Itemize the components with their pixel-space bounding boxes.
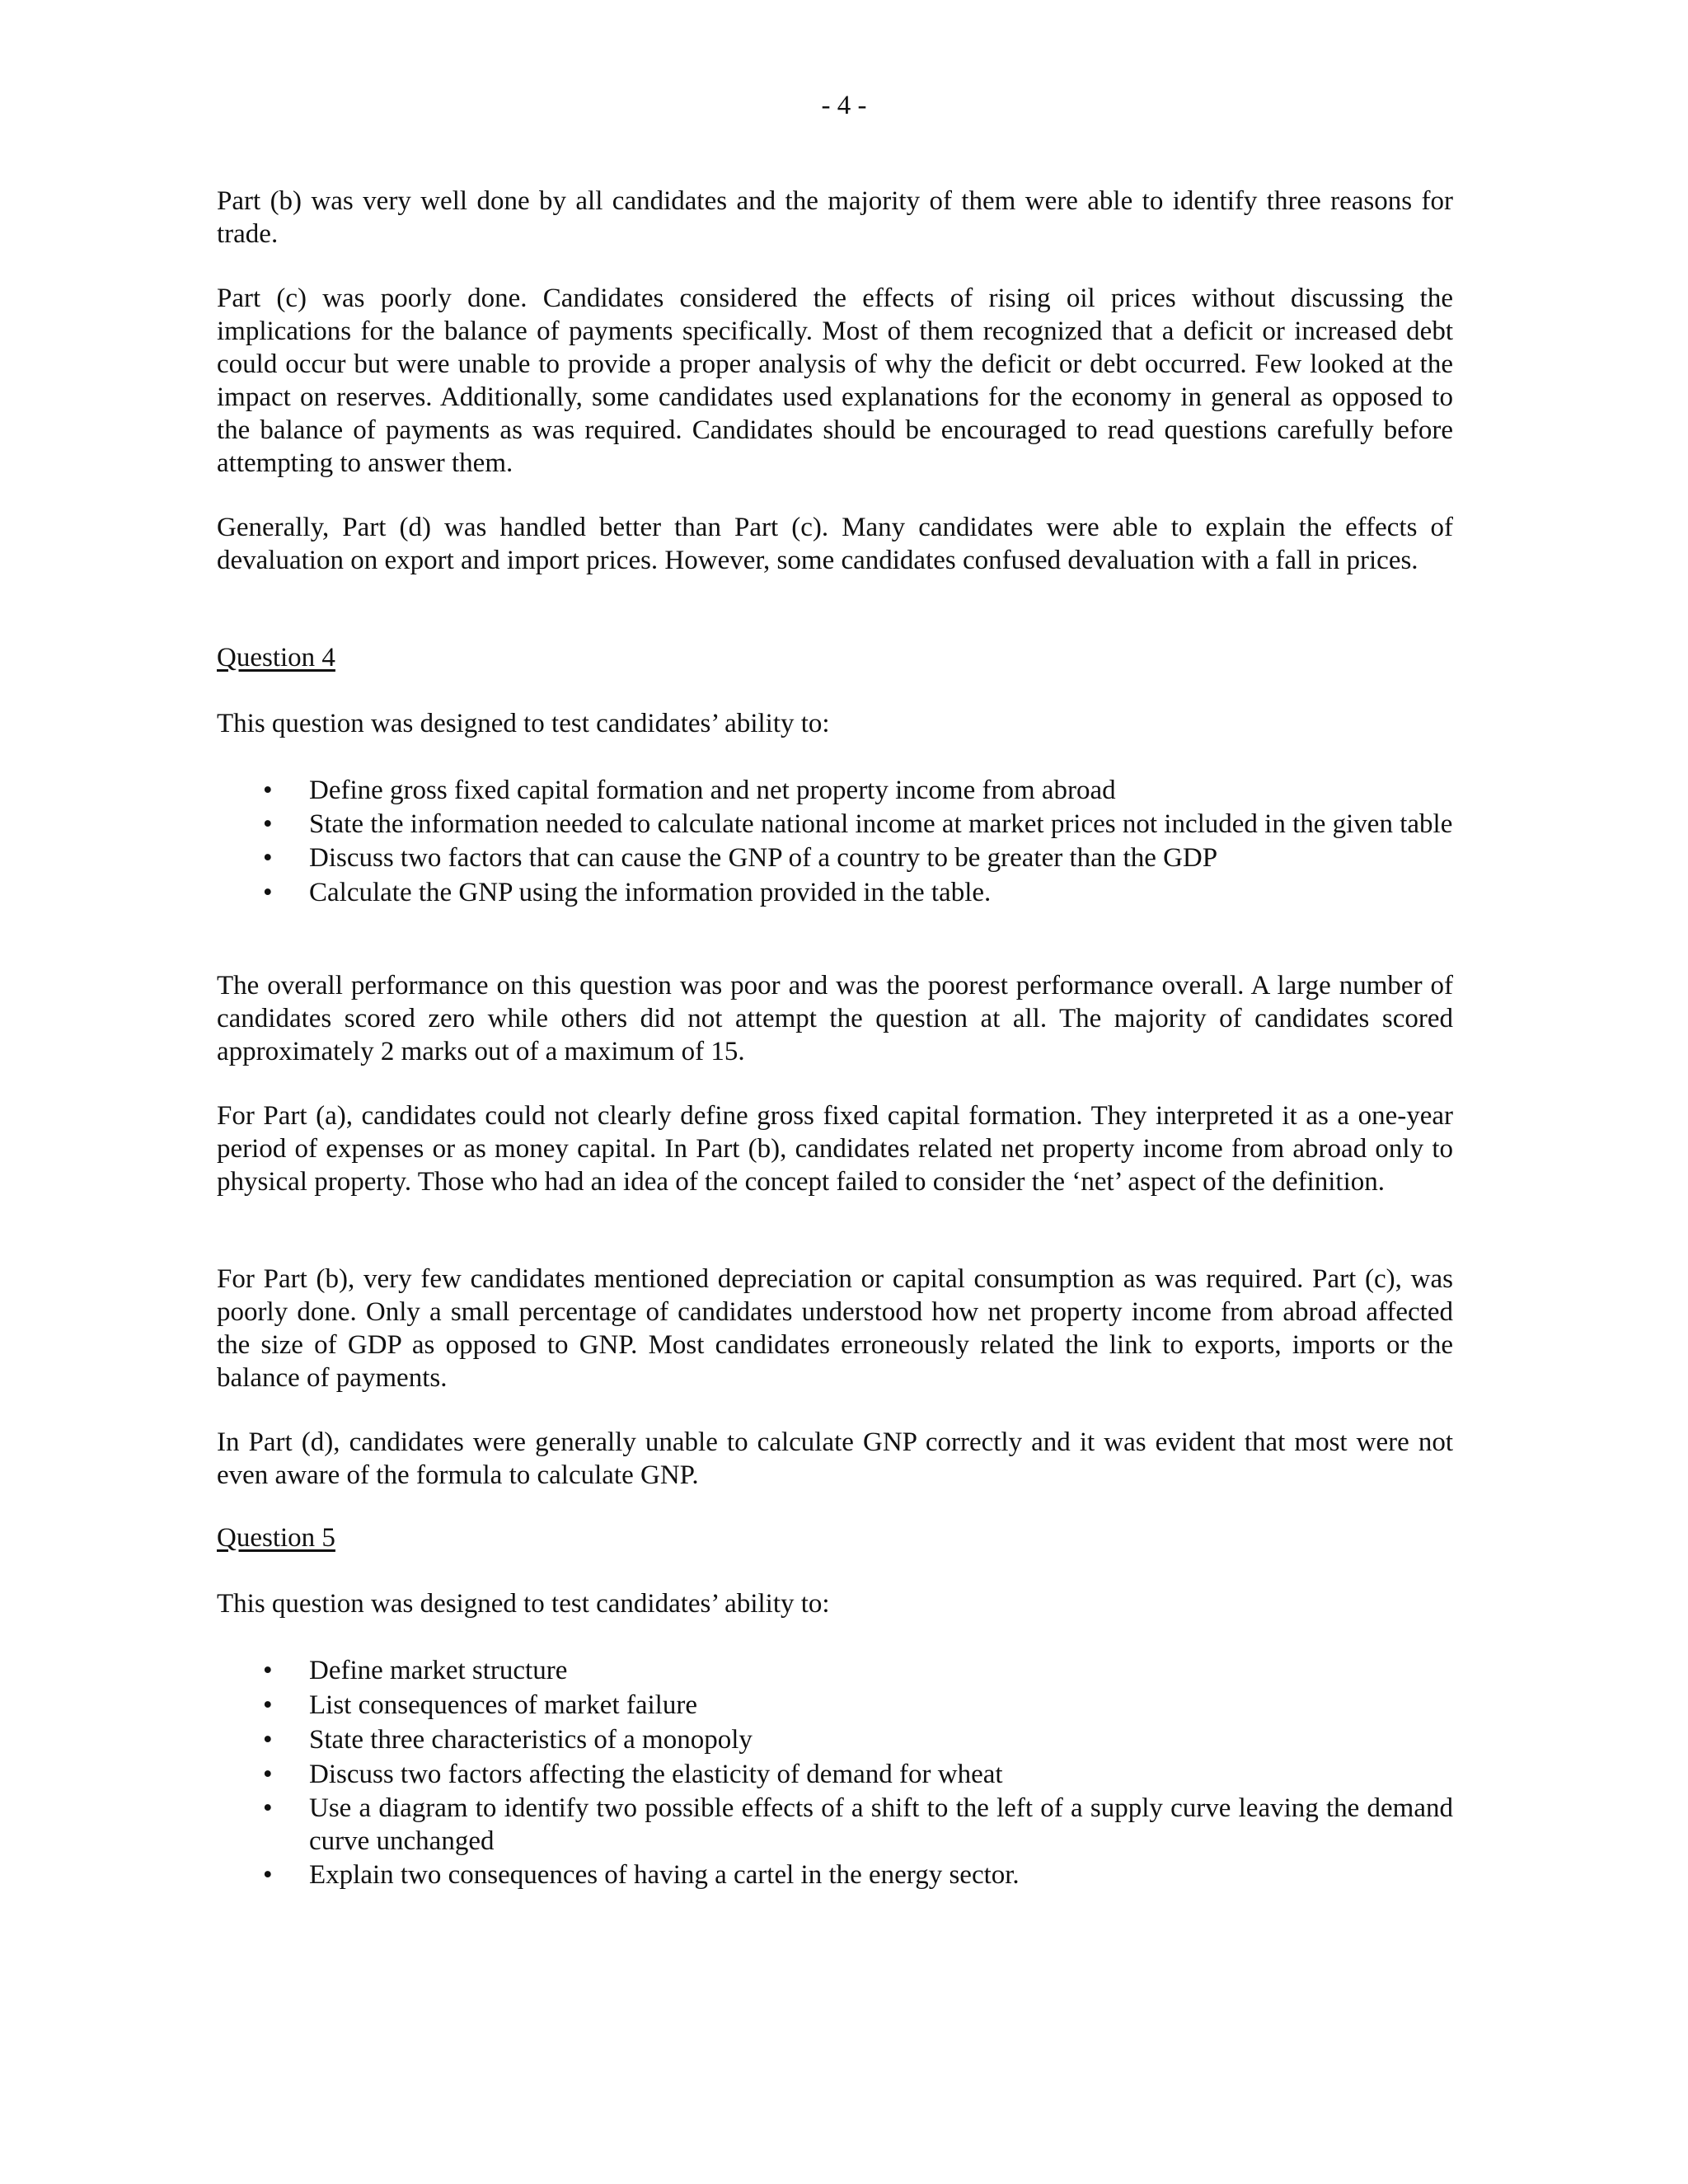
list-item-text: Explain two consequences of having a cartel in the energy sector.	[309, 1860, 1020, 1890]
list-item	[217, 875, 1453, 910]
question-4-part-a-paragraph: For Part (a), candidates could not clearly define gross fixed capital formation. They interpreted it as a one-year period of expenses or as money capital. In Part (b), candidates related net property income from abroad only to physical property. Those who had an idea of the concept failed to consider the ‘net’ aspect of the definition.	[217, 1101, 1453, 1197]
bullet-icon: •	[263, 776, 273, 805]
list-item-text: Calculate the GNP using the information provided in the table.	[309, 878, 992, 907]
page-number: - 4 -	[821, 91, 867, 120]
list-item	[217, 1858, 1453, 1892]
paragraph-part-b-trade: Part (b) was very well done by all candidates and the majority of them were able to identify three reasons for trade.	[217, 186, 1453, 249]
list-item	[217, 1688, 1453, 1722]
list-item-text: Define market structure	[309, 1656, 568, 1685]
list-item	[217, 773, 1453, 808]
bullet-icon: •	[263, 1656, 273, 1685]
list-item-text: Discuss two factors that can cause the GNP of a country to be greater than the GDP	[309, 843, 1218, 873]
question-4-intro: This question was designed to test candidates’ ability to:	[217, 709, 830, 738]
bullet-icon: •	[263, 843, 273, 873]
question-4-performance-paragraph: The overall performance on this question was poor and was the poorest performance overall. A large number of candidates scored zero while others did not attempt the question at all. The majority of candidates scored approximately 2 marks out of a maximum of 15.	[217, 971, 1453, 1066]
list-item	[217, 808, 1453, 841]
question-5-heading: Question 5	[217, 1523, 335, 1553]
list-item-text: Define gross fixed capital formation and net property income from abroad	[309, 776, 1116, 805]
list-item-text: State the information needed to calculate national income at market prices not included in the given table	[309, 809, 1453, 839]
bullet-icon: •	[263, 1690, 273, 1720]
list-item	[217, 1757, 1453, 1792]
bullet-icon: •	[263, 878, 273, 907]
list-item	[217, 1722, 1453, 1757]
question-4-part-b-c-paragraph: For Part (b), very few candidates mentioned depreciation or capital consumption as was required. Part (c), was poorly done. Only a small percentage of candidates understood how net property income from abroad affected the size of GDP as opposed to GNP. Most candidates erroneously related the link to exports, imports or the balance of payments.	[217, 1264, 1453, 1393]
bullet-icon: •	[263, 1760, 273, 1789]
list-item	[217, 1792, 1453, 1858]
question-4-heading: Question 4	[217, 643, 335, 673]
list-item-text: State three characteristics of a monopoly	[309, 1725, 753, 1755]
question-4-part-d-paragraph: In Part (d), candidates were generally unable to calculate GNP correctly and it was evident that most were not even aware of the formula to calculate GNP.	[217, 1427, 1453, 1490]
list-item-text: Use a diagram to identify two possible effects of a shift to the left of a supply curve leaving the demand curve unchanged	[309, 1793, 1453, 1856]
bullet-icon: •	[263, 1725, 273, 1755]
question-5-intro: This question was designed to test candidates’ ability to:	[217, 1589, 830, 1619]
paragraph-part-d-devaluation: Generally, Part (d) was handled better than Part (c). Many candidates were able to explain the effects of devaluation on export and import prices. However, some candidates confused devaluation with a fall in prices.	[217, 513, 1453, 575]
bullet-icon: •	[263, 1793, 273, 1823]
paragraph-part-c-oil-prices: Part (c) was poorly done. Candidates considered the effects of rising oil prices without discussing the implications for the balance of payments specifically. Most of them recognized that a deficit or increased debt could occur but were unable to provide a proper analysis of why the deficit or debt occurred. Few looked at the impact on reserves. Additionally, some candidates used explanations for the economy in general as opposed to the balance of payments as was required. Candidates should be encouraged to read questions carefully before attempting to answer them.	[217, 284, 1453, 478]
bullet-icon: •	[263, 1860, 273, 1890]
list-item	[217, 1653, 1453, 1688]
list-item-text: Discuss two factors affecting the elasticity of demand for wheat	[309, 1760, 1003, 1789]
question-5-objectives-list	[217, 1653, 1453, 1892]
bullet-icon: •	[263, 809, 273, 839]
list-item-text: List consequences of market failure	[309, 1690, 697, 1720]
list-item	[217, 841, 1453, 875]
question-4-objectives-list	[217, 773, 1453, 910]
